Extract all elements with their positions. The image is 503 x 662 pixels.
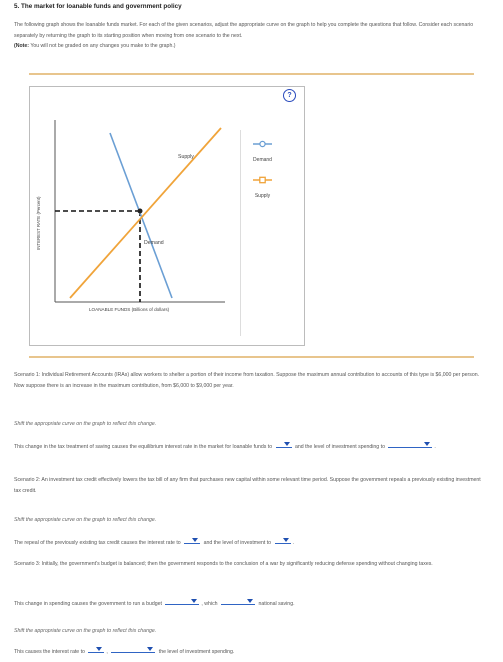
question-title: 5. The market for loanable funds and government policy	[14, 3, 182, 10]
scenario-3-q1-part-b: , which	[201, 601, 218, 607]
demand-tool[interactable]	[253, 141, 272, 146]
demand-curve-label: Demand	[144, 240, 164, 246]
x-axis-label: LOANABLE FUNDS (Billions of dollars)	[89, 307, 170, 312]
scenario-3-q2-part-a: This causes the interest rate to	[14, 649, 85, 655]
scenario-1-interest-rate-dropdown[interactable]	[276, 440, 292, 448]
scenario-3-q2-part-b: ,	[106, 649, 108, 655]
scenario-2-question	[14, 536, 490, 549]
scenario-3-q1-part-a: This change in spending causes the government to run a budget	[14, 601, 162, 607]
scenario-3-q2-part-c: the level of investment spending.	[158, 649, 235, 655]
note-text: You will not be graded on any changes you make to the graph.)	[30, 43, 176, 49]
demand-tool-label: Demand	[253, 157, 272, 163]
scenario-2-text: Scenario 2: An investment tax credit effectively lowers the tax bill of any firm that purchases new capital within some relevant time period. Suppose the government repeals a previously existing investment tax credit.	[14, 477, 481, 494]
scenario-1-question-part-a: This change in the tax treatment of saving causes the equilibrium interest rate in the market for loanable funds to	[14, 444, 273, 450]
scenario-3-q1-part-c: national saving.	[258, 601, 295, 607]
scenario-2-question-part-a: The repeal of the previously existing tax credit causes the interest rate to	[14, 540, 181, 546]
scenario-2-instruction: Shift the appropriate curve on the graph to reflect this change.	[14, 517, 157, 523]
scenario-2-question-part-b: and the level of investment to	[203, 540, 272, 546]
equilibrium-point	[138, 209, 143, 214]
scenario-3-question-2	[14, 645, 490, 658]
scenario-3-budget-dropdown[interactable]	[165, 597, 199, 605]
demand-curve[interactable]	[110, 133, 172, 298]
scenario-2-investment-dropdown[interactable]	[275, 536, 291, 544]
scenario-1-question	[14, 440, 490, 453]
scenario-3-instruction: Shift the appropriate curve on the graph to reflect this change.	[14, 628, 157, 634]
supply-curve-label: Supply	[178, 154, 194, 160]
scenario-3-investment-dropdown[interactable]	[111, 645, 155, 653]
scenario-1-question-end: .	[434, 444, 436, 450]
note-label: (Note:	[14, 43, 29, 49]
supply-tool-label: Supply	[254, 193, 271, 199]
scenario-3-text: Scenario 3: Initially, the government's budget is balanced; then the government responds to the conclusion of a war by significantly reducing defense spending without changing taxes.	[14, 561, 433, 567]
scenario-1-question-part-b: and the level of investment spending to	[294, 444, 385, 450]
scenario-1-instruction: Shift the appropriate curve on the graph to reflect this change.	[14, 421, 157, 427]
help-icon[interactable]: ?	[283, 89, 296, 102]
supply-tool-handle-icon[interactable]	[260, 177, 265, 182]
divider-bottom	[29, 356, 474, 358]
y-axis-label: INTEREST RATE (Percent)	[36, 196, 41, 250]
scenario-1-investment-dropdown[interactable]	[388, 440, 432, 448]
scenario-3-saving-dropdown[interactable]	[221, 597, 255, 605]
scenario-3-interest-rate-dropdown[interactable]	[88, 645, 104, 653]
scenario-2-question-end: .	[292, 540, 294, 546]
demand-tool-handle-icon[interactable]	[260, 141, 265, 146]
scenario-2-interest-rate-dropdown[interactable]	[184, 536, 200, 544]
scenario-1-text: Scenario 1: Individual Retirement Accounts (IRAs) allow workers to shelter a portion of their income from taxation. Suppose the maximum annual contribution to accounts of this type is $6,000 per person. Now suppose there is an increase in the maximum contribution, from $6,000 to $9,000 per year.	[14, 372, 480, 389]
intro-body: The following graph shows the loanable funds market. For each of the given scenarios, adjust the appropriate curve on the graph to help you complete the questions that follow. Consider each scenario separately by returning the graph to its starting position when moving from one scenario to the next.	[14, 22, 474, 39]
scenario-3-question-1	[14, 597, 490, 610]
supply-curve[interactable]	[70, 128, 221, 298]
supply-tool[interactable]	[253, 177, 272, 182]
